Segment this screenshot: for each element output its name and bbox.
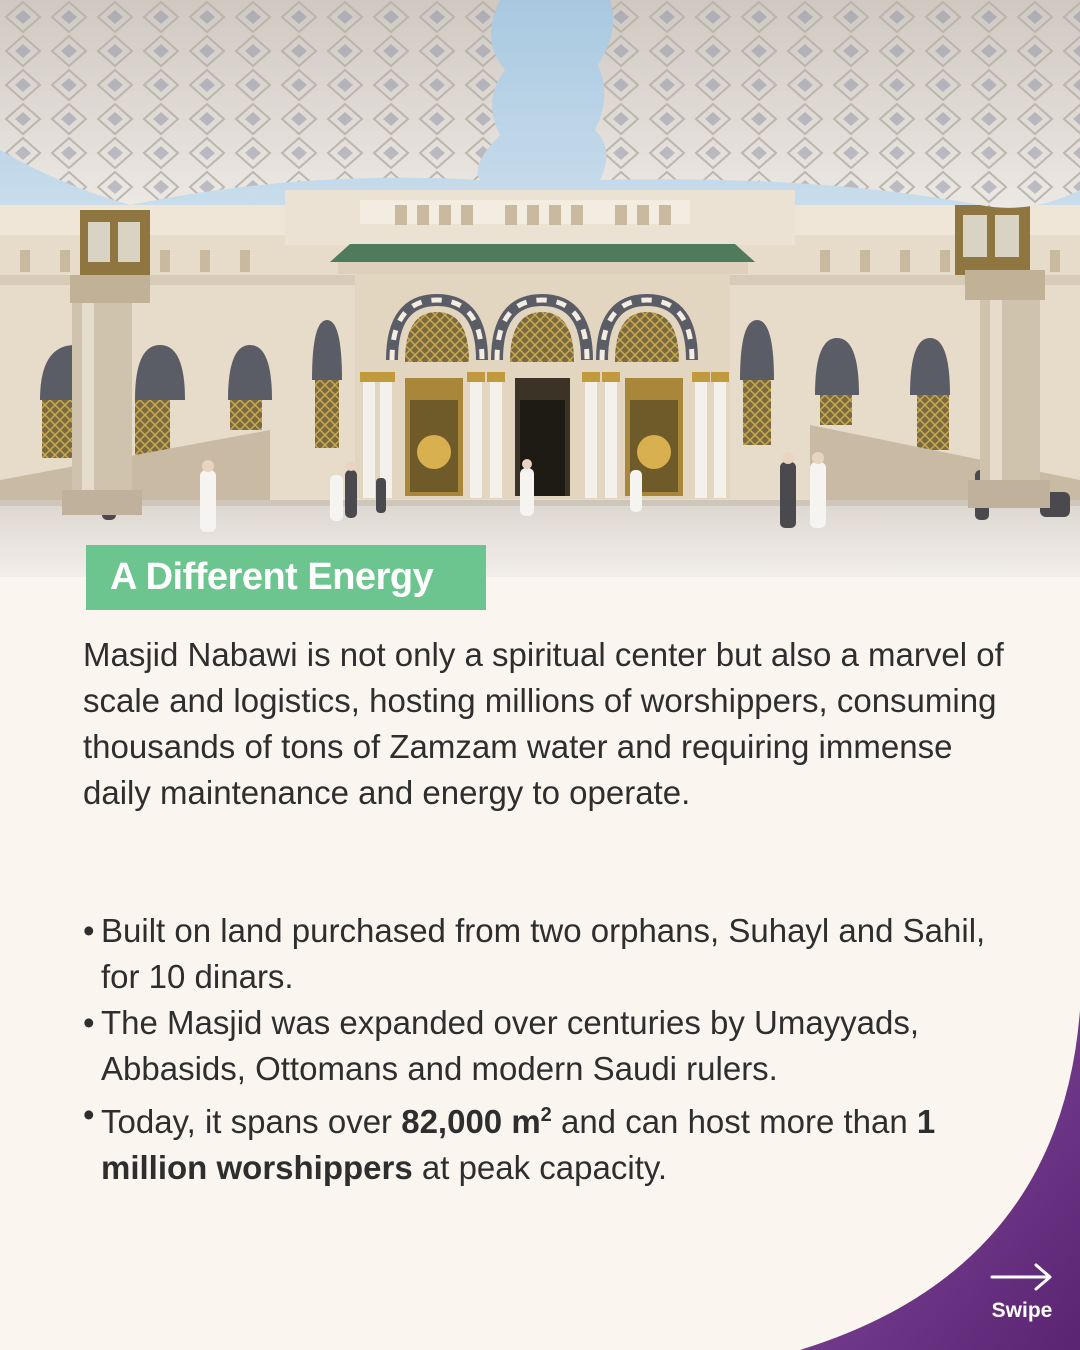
swipe-button[interactable] xyxy=(985,1262,1059,1332)
arrow-right-icon xyxy=(989,1262,1055,1292)
list-item: • Built on land purchased from two orphans, Suhayl and Sahil, for 10 dinars. xyxy=(83,908,1013,1000)
swipe-label: Swipe xyxy=(991,1299,1053,1322)
page-title: A Different Energy xyxy=(110,556,434,598)
capacity-value: 1 million worshippers xyxy=(101,1103,936,1186)
facts-list xyxy=(83,908,1013,1191)
intro-paragraph: Masjid Nabawi is not only a spiritual center but also a marvel of scale and logistics, hosting millions of worshippers, consuming thousands of tons of Zamzam water and requiring immense daily maintenance and energy to operate. xyxy=(83,636,1004,811)
area-value: 82,000 $m^2$ xyxy=(401,1103,552,1140)
list-item: • Today, it spans over 82,000 $m^2$ and can host more than 1 million worshippers at peak capacity. xyxy=(83,1092,1013,1191)
title-badge xyxy=(86,545,486,610)
list-item: • The Masjid was expanded over centuries by Umayyads, Abbasids, Ottomans and modern Saudi rulers. xyxy=(83,1000,1013,1092)
